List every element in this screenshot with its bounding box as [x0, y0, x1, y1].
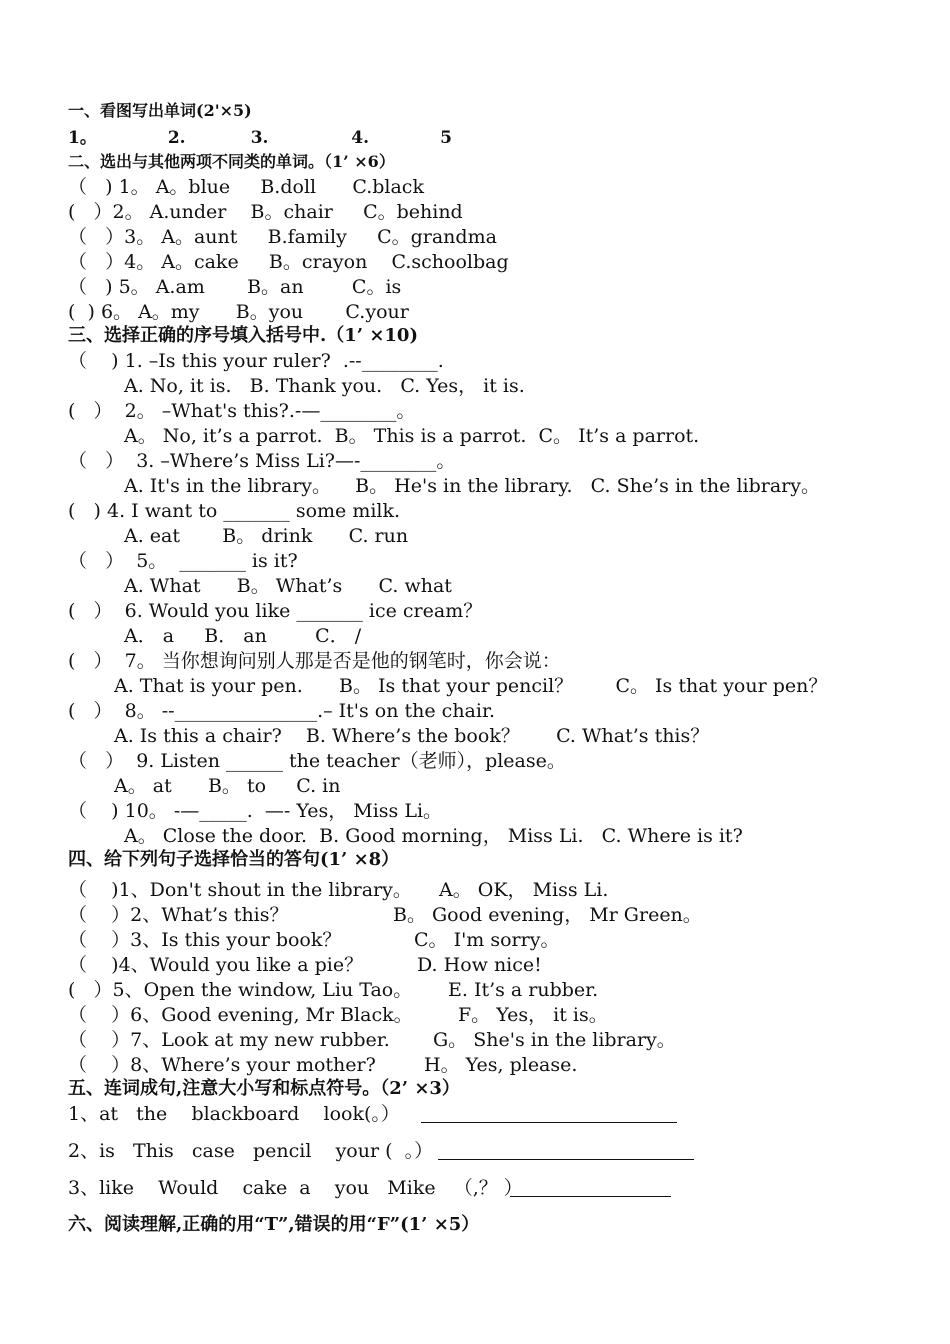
s4-answer-f: F。 Yes， it is。: [458, 1004, 608, 1026]
s3-q5: （ ） 5。 _______ is it?: [68, 550, 298, 572]
s5-item-2: 2、is This case pencil your ( 。）: [68, 1140, 434, 1162]
s4-answer-b: B。 Good evening， Mr Green。: [393, 904, 702, 926]
s3-q4-options: A. eat B。 drink C. run: [124, 525, 409, 547]
s3-q2: ( ） 2。 –What's this?.-—________。: [68, 400, 416, 422]
s3-q10: （ ) 10。 -—_____. —- Yes， Miss Li。: [68, 800, 443, 822]
s4-question-8: （ ）8、Where’s your mother?: [68, 1054, 376, 1076]
s2-item-1: （ ) 1。 A。blue B.doll C.black: [68, 176, 424, 198]
s3-q4: ( ) 4. I want to _______ some milk.: [68, 500, 401, 522]
s4-question-4: （ )4、Would you like a pie？: [68, 954, 364, 976]
s2-item-5: （ ) 5。 A.am B。an C。is: [68, 276, 402, 298]
s4-answer-d: D. How nice!: [417, 954, 542, 976]
s4-question-2: （ ）2、What’s this？: [68, 904, 289, 926]
s3-q1-options: A. No, it is. B. Thank you. C. Yes， it is.: [124, 375, 525, 397]
s3-q8: ( ） 8。 --_______________.– It's on the chair.: [68, 700, 495, 722]
section3-title: 三、选择正确的序号填入括号中.（1’ ×10): [68, 325, 418, 346]
s2-item-2: ( ）2。 A.under B。chair C。behind: [68, 201, 463, 223]
s3-q9: （ ） 9. Listen ______ the teacher（老师），please。: [68, 750, 566, 772]
s3-q5-options: A. What B。 What’s C. what: [124, 575, 452, 597]
s3-q7-options: A. That is your pen. B。 Is that your pencil？ C。 Is that your pen？: [114, 675, 828, 697]
s4-question-1: （ )1、Don't shout in the library。: [68, 879, 412, 901]
s4-question-5: ( ）5、Open the window, Liu Tao。: [68, 979, 413, 1001]
s2-item-3: （ ）3。 A。aunt B.family C。grandma: [68, 226, 497, 248]
s3-q1: （ ) 1. –Is this your ruler? .--________.: [68, 350, 444, 372]
s5-answer-line-2[interactable]: [438, 1159, 694, 1160]
section2-title: 二、选出与其他两项不同类的单词。（1’ ×6）: [68, 152, 395, 171]
s4-answer-g: G。 She's in the library。: [433, 1029, 676, 1051]
s4-question-7: （ ）7、Look at my new rubber.: [68, 1029, 390, 1051]
s3-q3: （ ） 3. –Where’s Miss Li?—-________。: [68, 450, 456, 472]
s5-answer-line-1[interactable]: [421, 1122, 677, 1123]
s4-answer-h: H。 Yes, please.: [424, 1054, 578, 1076]
s3-q6: ( ） 6. Would you like _______ ice cream？: [68, 600, 483, 622]
section6-title: 六、阅读理解,正确的用“T”,错误的用“F”(1’ ×5）: [68, 1214, 480, 1235]
s4-answer-a: A。 OK， Miss Li.: [439, 879, 609, 901]
s4-answer-c: C。 I'm sorry。: [414, 929, 560, 951]
s4-question-3: （ ）3、Is this your book？: [68, 929, 342, 951]
s3-q7: ( ） 7。 当你想询问别人那是否是他的钢笔时，你会说：: [68, 650, 561, 672]
s5-answer-line-3[interactable]: [510, 1196, 671, 1197]
section4-title: 四、给下列句子选择恰当的答句(1’ ×8）: [68, 849, 400, 870]
s4-answer-e: E. It’s a rubber.: [448, 979, 599, 1001]
s3-q9-options: A。 at B。 to C. in: [114, 775, 341, 797]
s3-q6-options: A． a B． an C． /: [124, 625, 362, 647]
s3-q2-options: A。 No, it’s a parrot. B。 This is a parrot. C。 It’s a parrot.: [124, 425, 700, 447]
s2-item-4: （ ）4。 A。cake B。crayon C.schoolbag: [68, 251, 509, 273]
s2-item-6: ( ) 6。 A。my B。you C.your: [68, 301, 409, 323]
section5-title: 五、连词成句,注意大小写和标点符号。（2’ ×3）: [68, 1078, 460, 1099]
s4-question-6: （ ）6、Good evening, Mr Black。: [68, 1004, 413, 1026]
section1-numbers: 1。 2. 3. 4. 5: [68, 128, 452, 148]
s5-item-3: 3、like Would cake a you Mike （,？ ）: [68, 1177, 523, 1199]
s3-q3-options: A. It's in the library。 B。 He's in the library. C. She’s in the library。: [124, 475, 820, 497]
s3-q10-options: A。 Close the door. B. Good morning， Miss Li. C. Where is it?: [124, 825, 743, 847]
s3-q8-options: A. Is this a chair? B. Where’s the book？ C. What’s this？: [114, 725, 710, 747]
s5-item-1: 1、at the blackboard look(。）: [68, 1103, 400, 1125]
section1-title: 一、看图写出单词(2'×5): [68, 101, 252, 120]
